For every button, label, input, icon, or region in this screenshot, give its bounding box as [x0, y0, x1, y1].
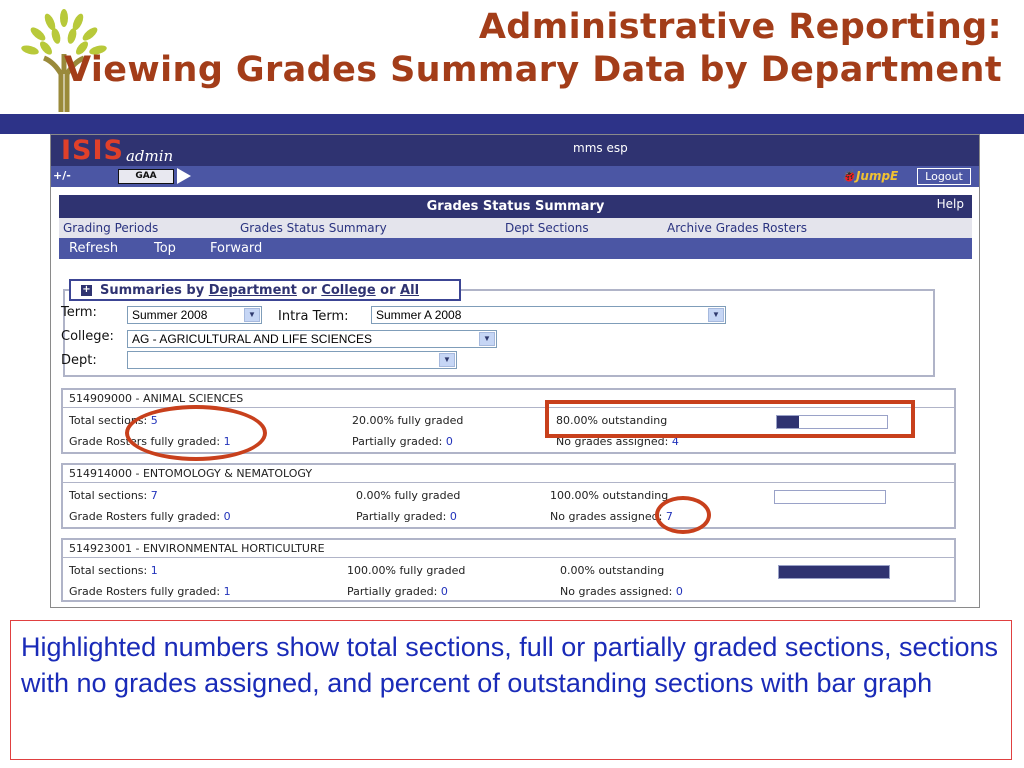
outstanding-bar [778, 565, 890, 579]
dept-name: 514914000 - ENTOMOLOGY & NEMATOLOGY [69, 467, 313, 480]
partial-value[interactable]: 0 [449, 510, 457, 523]
college-label: College: [61, 329, 114, 344]
header-rule [0, 114, 1024, 134]
rosters-value[interactable]: 0 [223, 510, 231, 523]
rosters-value[interactable]: 1 [223, 435, 231, 448]
none-value[interactable]: 4 [671, 435, 679, 448]
user-label: mms esp [573, 141, 628, 155]
partial-label: Partially graded: [356, 510, 447, 523]
total-sections [69, 489, 158, 502]
jumpe-link[interactable]: 🐞JumpE [841, 169, 899, 183]
rosters-fully-graded [69, 585, 231, 598]
rosters-label: Grade Rosters fully graded: [69, 435, 221, 448]
chevron-down-icon[interactable]: ▼ [439, 353, 455, 367]
none-label: No grades assigned: [560, 585, 673, 598]
nav-grading-periods[interactable]: Grading Periods [63, 221, 159, 235]
none-value[interactable]: 0 [675, 585, 683, 598]
intra-term-select[interactable] [371, 306, 726, 324]
slide-title [64, 6, 1002, 92]
chevron-down-icon[interactable]: ▼ [708, 308, 724, 322]
term-select[interactable] [127, 306, 262, 324]
slide-title-line2: Viewing Grades Summary Data by Department [63, 50, 1002, 90]
total-sections-label: Total sections: [69, 564, 148, 577]
dept-select[interactable] [127, 351, 457, 369]
no-grades-assigned [560, 585, 683, 598]
dept-label: Dept: [61, 353, 97, 368]
refresh-link[interactable]: Refresh [69, 241, 119, 256]
dept-divider [63, 557, 954, 558]
isis-logo-sub: admin [125, 146, 174, 165]
none-value[interactable]: 7 [665, 510, 673, 523]
isis-logo [61, 135, 174, 166]
nav-grades-status-summary[interactable]: Grades Status Summary [240, 221, 387, 235]
legend-or-1: or [301, 282, 317, 298]
partial-value[interactable]: 0 [445, 435, 453, 448]
app-toolbar [51, 166, 979, 187]
help-link[interactable]: Help [936, 197, 964, 211]
highlight-oval-totals [125, 405, 267, 461]
page-title: Grades Status Summary [426, 199, 605, 214]
legend-or-2: or [380, 282, 396, 298]
dept-name: 514923001 - ENVIRONMENTAL HORTICULTURE [69, 542, 325, 555]
intra-term-value: Summer A 2008 [376, 308, 462, 322]
highlight-rect-outstanding [545, 400, 915, 438]
fully-graded-pct: 0.00% fully graded [356, 489, 461, 502]
nav-dept-sections[interactable]: Dept Sections [505, 221, 589, 235]
term-label: Term: [61, 305, 97, 320]
by-department-link[interactable]: Department [208, 282, 297, 298]
outstanding-bar-fill [779, 566, 889, 578]
chevron-down-icon[interactable]: ▼ [244, 308, 260, 322]
dept-panel [61, 538, 956, 602]
partial-label: Partially graded: [347, 585, 438, 598]
college-value: AG - AGRICULTURAL AND LIFE SCIENCES [132, 332, 373, 346]
partially-graded [347, 585, 448, 598]
college-select[interactable] [127, 330, 497, 348]
logout-button[interactable]: Logout [917, 168, 971, 185]
nav-archive-grades-rosters[interactable]: Archive Grades Rosters [667, 221, 808, 235]
action-bar [59, 238, 972, 259]
highlight-oval-no-grades [655, 496, 711, 534]
chevron-down-icon[interactable]: ▼ [479, 332, 495, 346]
summaries-toggle[interactable] [69, 279, 461, 301]
total-sections-value[interactable]: 1 [150, 564, 158, 577]
legend-prefix: Summaries by [100, 282, 205, 298]
isis-logo-text: ISIS [61, 135, 124, 166]
partially-graded [356, 510, 457, 523]
by-college-link[interactable]: College [321, 282, 376, 298]
nav-bar [59, 218, 972, 238]
intra-term-label: Intra Term: [278, 309, 349, 324]
partially-graded [352, 435, 453, 448]
total-sections-value[interactable]: 5 [150, 414, 158, 427]
forward-link[interactable]: Forward [210, 241, 263, 256]
page-header [59, 195, 972, 218]
total-sections-label: Total sections: [69, 489, 148, 502]
total-sections [69, 564, 158, 577]
outstanding-pct: 80.00% outstanding [556, 414, 668, 427]
slide-title-line1: Administrative Reporting: [478, 7, 1002, 47]
total-sections-value[interactable]: 7 [150, 489, 158, 502]
partial-label: Partially graded: [352, 435, 443, 448]
term-value: Summer 2008 [132, 308, 208, 322]
isis-admin-window [50, 134, 980, 608]
gaa-button[interactable]: GAA [118, 169, 174, 184]
none-label: No grades assigned: [556, 435, 669, 448]
outstanding-pct: 0.00% outstanding [560, 564, 665, 577]
app-topbar [51, 135, 979, 166]
fully-graded-pct: 20.00% fully graded [352, 414, 464, 427]
slide-caption: Highlighted numbers show total sections, full or partially graded sections, sections with no grades assigned, and percent of outstanding sections with bar graph [10, 620, 1012, 760]
total-sections-label: Total sections: [69, 414, 148, 427]
fully-graded-pct: 100.00% fully graded [347, 564, 466, 577]
by-all-link[interactable]: All [400, 282, 420, 298]
go-arrow-icon[interactable] [177, 168, 191, 184]
dept-panel [61, 463, 956, 529]
partial-value[interactable]: 0 [440, 585, 448, 598]
none-label: No grades assigned: [550, 510, 663, 523]
dept-name: 514909000 - ANIMAL SCIENCES [69, 392, 244, 405]
dept-divider [63, 482, 954, 483]
top-link[interactable]: Top [154, 241, 176, 256]
outstanding-pct: 100.00% outstanding [550, 489, 669, 502]
outstanding-bar [774, 490, 886, 504]
rosters-label: Grade Rosters fully graded: [69, 585, 221, 598]
expand-toggle[interactable]: +/- [53, 169, 71, 182]
expand-plus-icon[interactable]: + [82, 283, 91, 295]
rosters-value[interactable]: 1 [223, 585, 231, 598]
rosters-fully-graded [69, 510, 231, 523]
rosters-label: Grade Rosters fully graded: [69, 510, 221, 523]
jumpe-label: JumpE [855, 169, 899, 183]
